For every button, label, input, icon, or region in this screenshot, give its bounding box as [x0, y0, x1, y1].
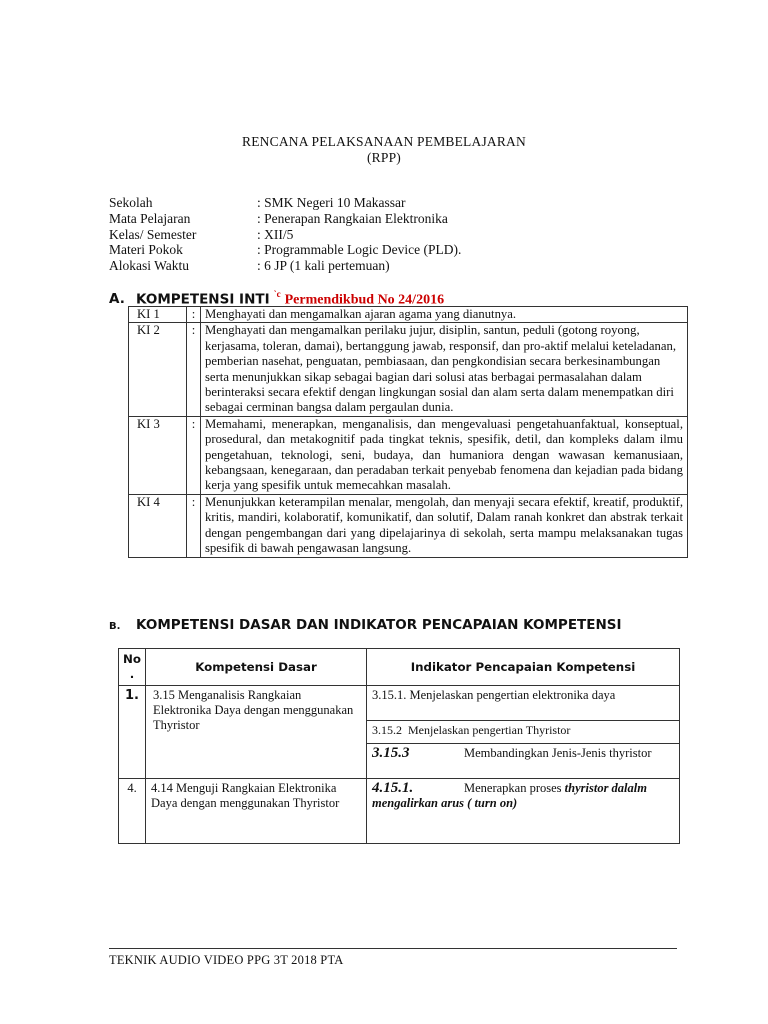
section-a-note: Permendikbud No 24/2016 [284, 292, 445, 308]
info-label: Materi Pokok [109, 242, 183, 258]
info-row-sekolah [109, 195, 461, 211]
indicator-cell [367, 779, 680, 844]
indicator-number: 3.15.2 [372, 723, 402, 737]
section-b-letter: B. [109, 621, 121, 632]
info-label: Mata Pelajaran [109, 210, 191, 226]
ki-code: KI 2 [129, 323, 187, 416]
info-label: Sekolah [109, 195, 153, 210]
info-label: Alokasi Waktu [109, 258, 190, 274]
footer-divider [109, 948, 677, 949]
ki-sep: : [187, 416, 201, 494]
table-row [129, 494, 688, 557]
ki-code: KI 1 [129, 307, 187, 323]
indicator-cell [367, 744, 680, 779]
section-a-title: KOMPETENSI INTI [136, 291, 270, 308]
indicator-text-emph: thyristor dalalm mengalirkan arus ( turn on) [372, 781, 647, 810]
ki-code: KI 3 [129, 416, 187, 494]
ki-code: KI 4 [129, 494, 187, 557]
page-subtitle: (RPP) [366, 150, 401, 165]
indicator-text: Menerapkan proses [464, 781, 562, 795]
info-row-materi [109, 242, 461, 258]
indicator-number: 3.15.3 [372, 745, 410, 761]
indicator-number: 3.15.1. [372, 688, 407, 702]
ki-sep: : [187, 323, 201, 416]
section-a-letter: A. [109, 291, 125, 308]
ki-text: Menghayati dan mengamalkan perilaku jujur, disiplin, santun, peduli (gotong royong, kerjasama, toleran, damai), bertanggung jawab, responsif, dan pro-aktif melalui keteladanan, pemberian nasehat, penguatan, pembiasaan, dan pengkondisian secara berkesinambungan serta menunjukkan sikap sebagai bagian dari solusi atas berbagai permasalahan dalam berinteraksi secara efektif dengan lingkungan sosial dan alam serta dalam menempatkan diri sebagai cerminan bangsa dalam pergaulan dunia. [201, 323, 688, 416]
identity-block [109, 195, 461, 274]
ki-sep: : [187, 494, 201, 557]
info-row-mapel [109, 211, 461, 227]
row-no: 4. [119, 779, 146, 844]
table-row [119, 686, 680, 721]
section-b-heading [109, 617, 622, 633]
page-footer: TEKNIK AUDIO VIDEO PPG 3T 2018 PTA [109, 953, 344, 967]
kd-text: 4.14 Menguji Rangkaian Elektronika Daya dengan menggunakan Thyristor [146, 779, 367, 844]
header-ipk: Indikator Pencapaian Kompetensi [367, 649, 680, 686]
header-no: No . [119, 649, 146, 686]
info-value: : Programmable Logic Device (PLD). [257, 242, 462, 258]
table-row [129, 416, 688, 494]
section-b-title: KOMPETENSI DASAR DAN INDIKATOR PENCAPAIAN KOMPETENSI [136, 617, 622, 633]
comment-mark: `c [273, 289, 281, 299]
info-row-alokasi [109, 258, 461, 274]
indicator-number: 4.15.1. [372, 780, 414, 796]
info-label: Kelas/ Semester [109, 226, 197, 242]
kd-table [118, 648, 680, 844]
ki-sep: : [187, 307, 201, 323]
indicator-cell [367, 686, 680, 721]
ki-text: Menunjukkan keterampilan menalar, mengolah, dan menyaji secara efektif, kreatif, produktif, kritis, mandiri, kolaboratif, komunikatif, dan solutif, Dalam ranah konkret dan abstrak terkait dengan pengembangan dari yang dipelajarinya di sekolah, serta mampu melaksanakan tugas spesifik di bawah pengawasan langsung. [201, 494, 688, 557]
table-row [119, 779, 680, 844]
header-kd: Kompetensi Dasar [146, 649, 367, 686]
info-value: : SMK Negeri 10 Makassar [257, 195, 406, 210]
ki-text: Menghayati dan mengamalkan ajaran agama yang dianutnya. [201, 307, 688, 323]
table-row [129, 323, 688, 416]
indicator-text: Membandingkan Jenis-Jenis thyristor [464, 746, 652, 760]
info-row-kelas [109, 227, 461, 243]
indicator-cell [367, 721, 680, 744]
table-header-row [119, 649, 680, 686]
table-row [129, 307, 688, 323]
ki-text: Memahami, menerapkan, menganalisis, dan mengevaluasi pengetahuanfaktual, konseptual, prosedural, dan metakognitif pada tingkat teknis, spesifik, detil, dan kompleks dalam ilmu pengetahuan, teknologi, seni, budaya, dan humaniora dengan wawasan kemanusiaan, kebangsaan, kenegaraan, dan peradaban terkait penyebab fenomena dan kejadian pada bidang kerja yang spesifik untuk memecahkan masalah. [201, 416, 688, 494]
kd-text: 3.15 Menganalisis Rangkaian Elektronika Daya dengan menggunakan Thyristor [146, 686, 367, 779]
info-value: : 6 JP (1 kali pertemuan) [257, 258, 390, 274]
info-value: : XII/5 [257, 226, 294, 242]
info-value: : Penerapan Rangkaian Elektronika [257, 210, 448, 226]
indicator-text: Menjelaskan pengertian Thyristor [408, 723, 571, 737]
row-no: 1. [119, 686, 146, 779]
indicator-text: Menjelaskan pengertian elektronika daya [409, 688, 616, 702]
ki-table [128, 306, 688, 558]
page-title: RENCANA PELAKSANAAN PEMBELAJARAN [242, 134, 526, 149]
